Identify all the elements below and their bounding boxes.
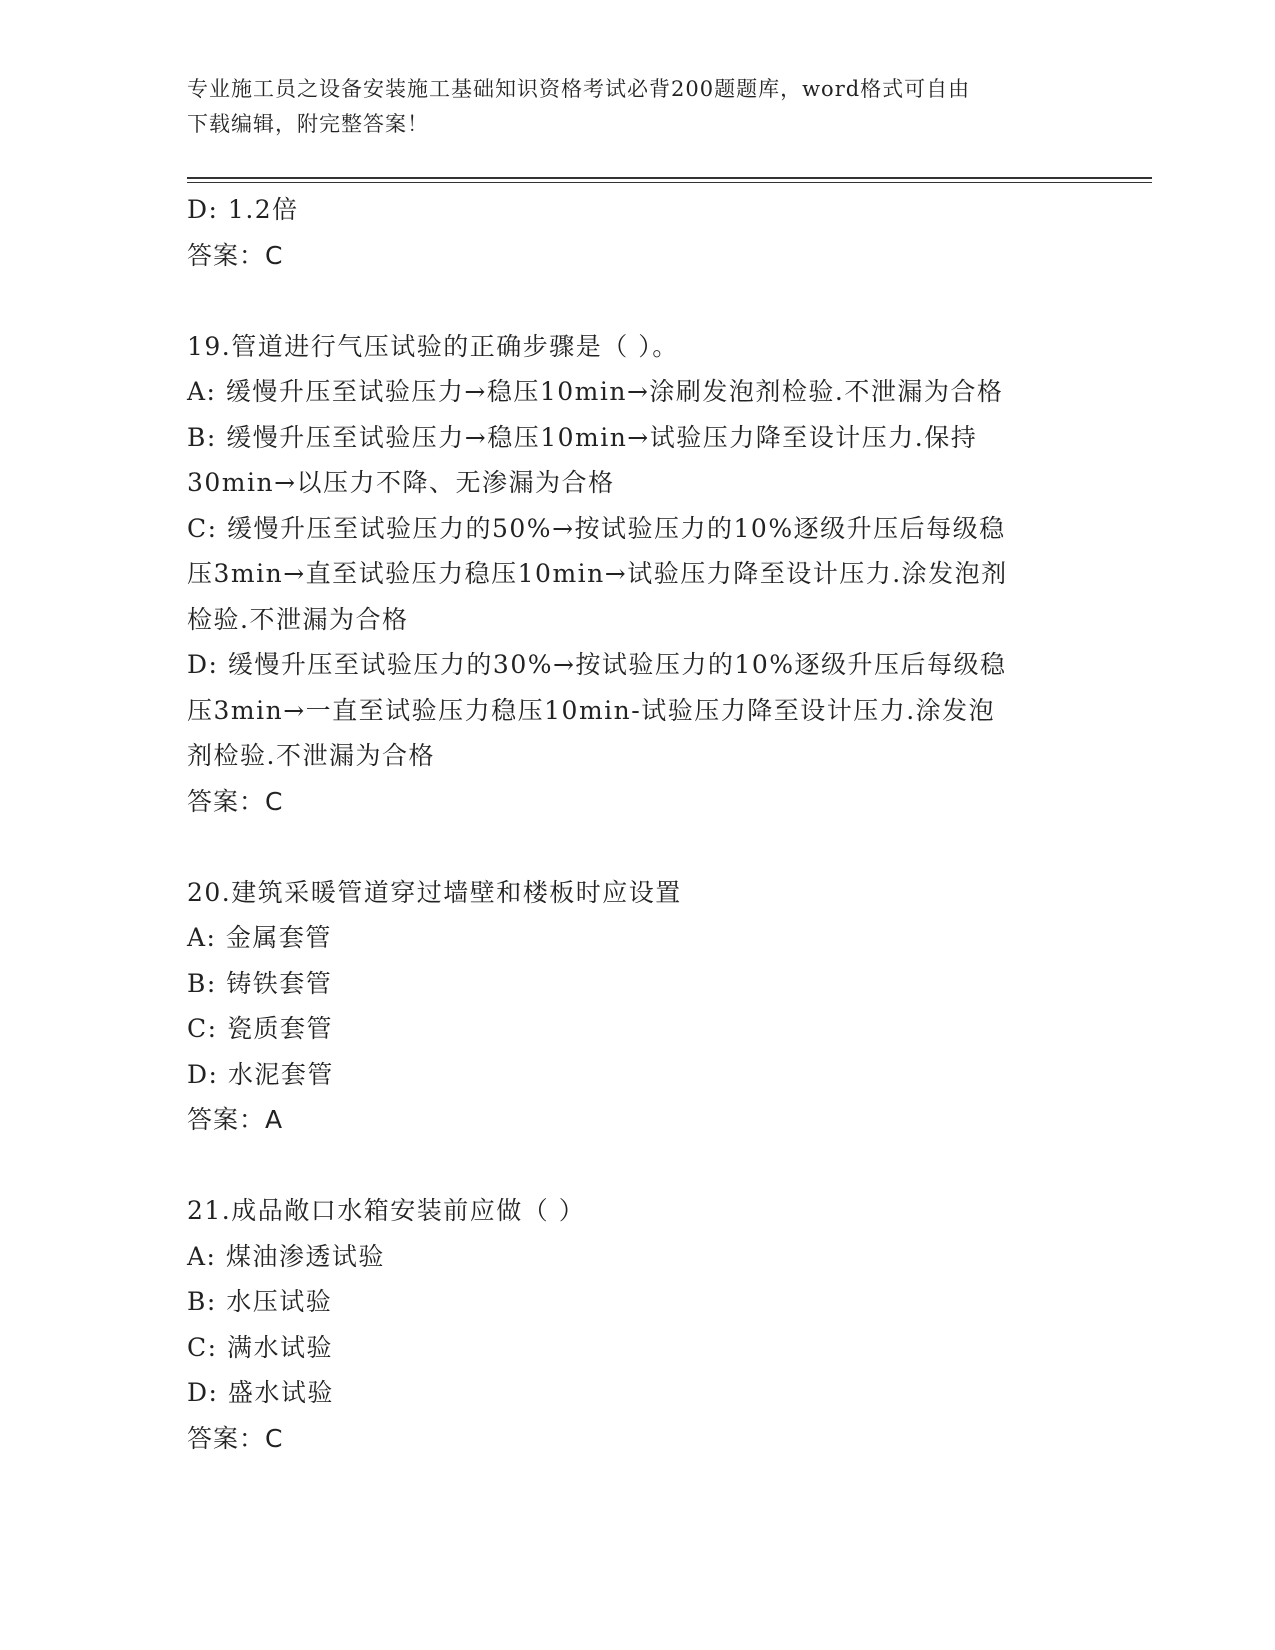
header-line-2: 下载编辑，附完整答案！: [187, 112, 429, 136]
header-rule-thick: [187, 177, 1152, 179]
option-b-continued: 30min→以压力不降、无渗漏为合格: [187, 468, 615, 497]
option-c-continued: 检验.不泄漏为合格: [187, 604, 409, 634]
header-line-1: 专业施工员之设备安装施工基础知识资格考试必背200题题库，word格式可自由: [187, 77, 971, 101]
answer-line: 答案：A: [187, 1105, 284, 1134]
spacer: [187, 824, 1087, 870]
option-d: D: 水泥套管: [187, 1059, 334, 1089]
question-20: [187, 870, 1087, 1143]
previous-question-tail: [187, 187, 1087, 278]
option-d: D: 缓慢升压至试验压力的30%→按试验压力的10%逐级升压后每级稳: [187, 650, 1007, 679]
document-header: [187, 72, 1077, 142]
question-stem: 19.管道进行气压试验的正确步骤是（ ）。: [187, 331, 679, 361]
option-b: B: 缓慢升压至试验压力→稳压10min→试验压力降至设计压力.保持: [187, 422, 978, 452]
spacer: [187, 278, 1087, 324]
question-content: [187, 187, 1087, 1461]
option-d: D: 盛水试验: [187, 1378, 334, 1407]
option-c-continued: 压3min→直至试验压力稳压10min→试验压力降至设计压力.涂发泡剂: [187, 559, 1008, 588]
answer-line: 答案：C: [187, 240, 284, 270]
option-a: A: 缓慢升压至试验压力→稳压10min→涂刷发泡剂检验.不泄漏为合格: [187, 377, 1004, 406]
answer-line: 答案：C: [187, 1423, 284, 1453]
option-c: C: 缓慢升压至试验压力的50%→按试验压力的10%逐级升压后每级稳: [187, 513, 1006, 543]
question-stem: 20.建筑采暖管道穿过墙壁和楼板时应设置: [187, 877, 682, 907]
answer-line: 答案：C: [187, 786, 284, 816]
question-19: [187, 324, 1087, 825]
option-a: A: 金属套管: [187, 923, 332, 952]
option-d-continued: 剂检验.不泄漏为合格: [187, 741, 435, 770]
option-d-continued: 压3min→一直至试验压力稳压10min-试验压力降至设计压力.涂发泡: [187, 695, 996, 725]
header-rule-thin: [187, 182, 1152, 183]
question-stem: 21.成品敞口水箱安装前应做（ ）: [187, 1196, 586, 1225]
option-a: A: 煤油渗透试验: [187, 1241, 385, 1271]
option-c: C: 满水试验: [187, 1332, 333, 1362]
option-d: D: 1.2倍: [187, 195, 299, 224]
option-b: B: 水压试验: [187, 1287, 333, 1316]
question-21: [187, 1188, 1087, 1461]
option-c: C: 瓷质套管: [187, 1014, 333, 1043]
spacer: [187, 1143, 1087, 1189]
option-b: B: 铸铁套管: [187, 968, 333, 998]
